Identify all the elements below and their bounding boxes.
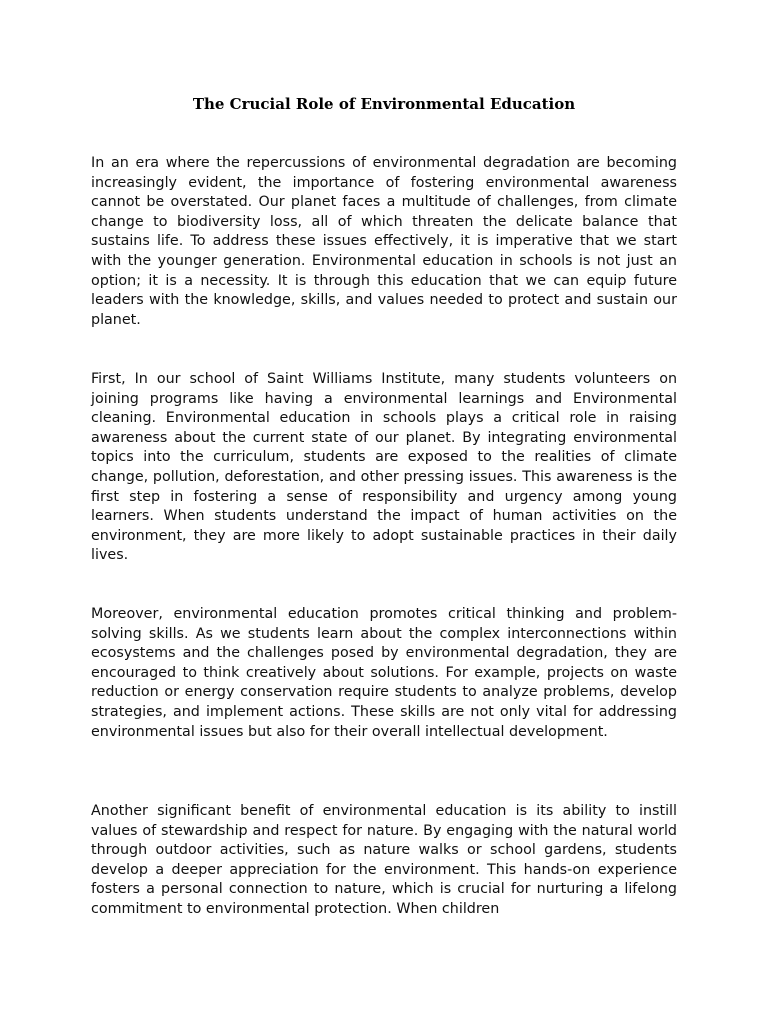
paragraph-stewardship: Another significant benefit of environmental education is its ability to instill values of stewardship and respect for nature. By engaging with the natural world through outdoor activities, such as nature walks or school gardens, students develop a deeper appreciation for the environment. This hands-on experience fosters a personal connection to nature, which is crucial for nurturing a lifelong commitment to environmental protection. When children [91, 803, 677, 917]
paragraph-awareness: First, In our school of Saint Williams Institute, many students volunteers on joining programs like having a environmental learnings and Environmental cleaning. Environmental education in schools plays a critical role in raising awareness about the current state of our planet. By integrating environmental topics into the curriculum, students are exposed to the realities of climate change, pollution, deforestation, and other pressing issues. This awareness is the first step in fostering a sense of responsibility and urgency among young learners. When students understand the impact of human activities on the environment, they are more likely to adopt sustainable practices in their daily lives. [91, 371, 677, 564]
paragraph-critical-thinking: Moreover, environmental education promotes critical thinking and problem-solving skills. As we students learn about the complex interconnections within ecosystems and the challenges posed by environmental degradation, they are encouraged to think creatively about solutions. For example, projects on waste reduction or energy conservation require students to analyze problems, develop strategies, and implement actions. These skills are not only vital for addressing environmental issues but also for their overall intellectual development. [91, 606, 677, 740]
paragraph-introduction: In an era where the repercussions of environmental degradation are becoming increasingly evident, the importance of fostering environmental awareness cannot be overstated. Our planet faces a multitude of challenges, from climate change to biodiversity loss, all of which threaten the delicate balance that sustains life. To address these issues effectively, it is imperative that we start with the younger generation. Environmental education in schools is not just an option; it is a necessity. It is through this education that we can equip future leaders with the knowledge, skills, and values needed to protect and sustain our planet. [91, 155, 677, 328]
document-title: The Crucial Role of Environmental Education [192, 95, 576, 113]
